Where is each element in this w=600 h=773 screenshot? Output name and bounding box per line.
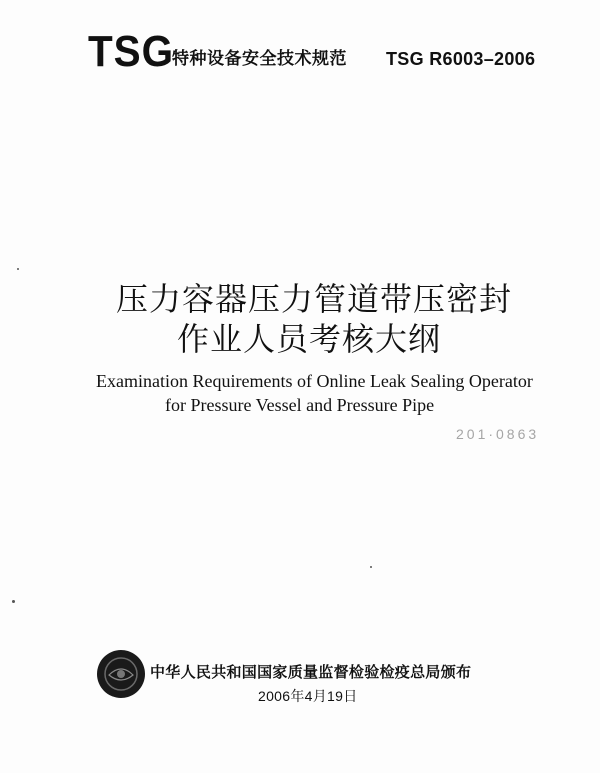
scan-speck	[370, 566, 372, 568]
library-stamp: 201·0863	[456, 426, 540, 442]
issuer-name: 中华人民共和国国家质量监督检验检疫总局颁布	[150, 664, 472, 681]
aqsiq-seal-icon	[96, 649, 146, 699]
document-code: TSG R6003–2006	[386, 49, 536, 69]
title-chinese-line-2: 作业人员考核大纲	[176, 320, 441, 358]
tsg-logo: TSG	[88, 27, 174, 76]
title-chinese-line-1: 压力容器压力管道带压密封	[115, 280, 512, 318]
header	[88, 27, 558, 80]
scan-speck	[17, 268, 19, 270]
title-english-line-1: Examination Requirements of Online Leak Sealing Operator	[96, 371, 533, 391]
title-english-line-2: for Pressure Vessel and Pressure Pipe	[165, 395, 435, 415]
series-name: 特种设备安全技术规范	[172, 49, 347, 68]
issue-date: 2006年4月19日	[258, 688, 358, 704]
issuer-block	[96, 645, 516, 715]
scan-speck	[12, 600, 15, 603]
